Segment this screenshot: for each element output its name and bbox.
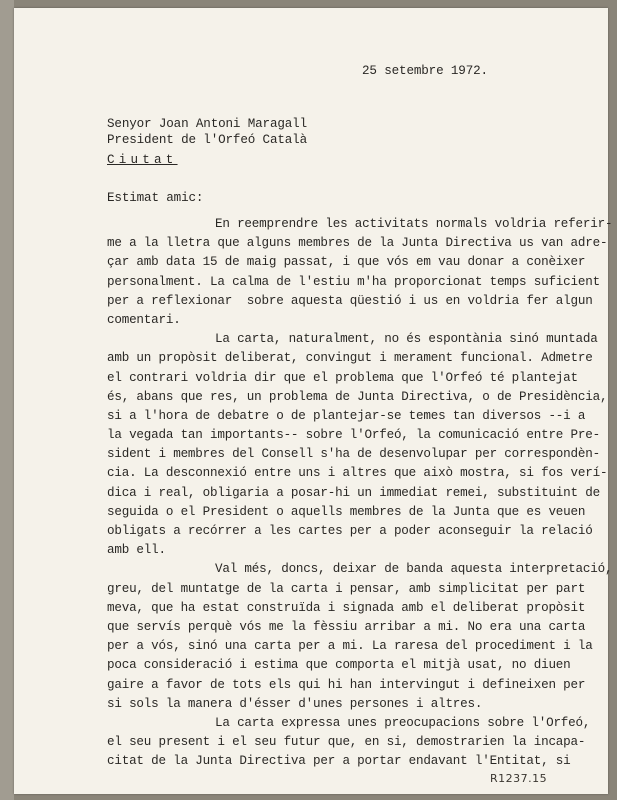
text-line: és, abans que res, un problema de Junta Directiva, o de Presidència,: [107, 389, 608, 404]
text-line: me a la lletra que alguns membres de la Junta Directiva us van adre-: [107, 236, 608, 251]
text-line: cia. La desconnexió entre uns i altres que això mostra, si fos verí-: [107, 466, 608, 481]
letter-page: [14, 8, 613, 794]
text-line: En reemprendre les activitats normals voldria referir-: [215, 217, 613, 231]
text-line: la vegada tan importants-- sobre l'Orfeó, la comunicació entre Pre-: [107, 428, 600, 443]
text-line: personalment. La calma de l'estiu m'ha proporcionat temps suficient: [107, 274, 600, 289]
archive-reference-mark: R1237.15: [490, 772, 548, 785]
text-line: Val més, doncs, deixar de banda aquesta interpretació,: [215, 562, 613, 577]
text-line: dica i real, obligaria a posar-hi un immediat remei, substituint de: [107, 485, 600, 500]
text-line: La carta expressa unes preocupacions sobre l'Orfeó,: [215, 715, 591, 730]
scanner-background: [0, 0, 14, 800]
recipient-name: Senyor Joan Antoni Maragall: [107, 117, 308, 131]
text-line: amb un propòsit deliberat, convingut i merament funcional. Admetre: [107, 351, 593, 366]
text-line: çar amb data 15 de maig passat, i que vós em vau donar a conèixer: [107, 255, 586, 270]
paragraph-2: [107, 330, 608, 560]
text-line: el contrari voldria dir que el problema que l'Orfeó té plantejat: [107, 370, 578, 385]
letter-date: 25 setembre 1972.: [362, 64, 488, 78]
text-line: La carta, naturalment, no és espontània sinó muntada: [215, 332, 598, 347]
text-line: amb ell.: [107, 543, 166, 558]
text-line: per a vós, sinó una carta per a mi. La raresa del procediment i la: [107, 639, 593, 654]
paragraph-3: [107, 560, 613, 714]
text-line: seguida o el President o aquells membres de la Junta que es veuen: [107, 504, 586, 519]
text-line: citat de la Junta Directiva per a portar endavant l'Entitat, si: [107, 754, 571, 769]
recipient-title: President de l'Orfeó Català: [107, 133, 308, 147]
text-line: obligats a recórrer a les cartes per a poder aconseguir la relació: [107, 524, 593, 538]
text-line: comentari.: [107, 312, 181, 327]
text-line: que servís perquè vós me la fèssiu arribar a mi. No era una carta: [107, 619, 586, 634]
text-line: si sols la manera d'ésser d'unes persones i altres.: [107, 696, 483, 711]
paragraph-4: [107, 714, 591, 772]
text-line: el seu present i el seu futur que, en si, demostrarien la incapa-: [107, 735, 586, 750]
text-line: gaire a favor de tots els qui hi han intervingut i defineixen per: [107, 677, 586, 692]
recipient-city: Ciutat: [107, 153, 178, 167]
text-line: greu, del muntatge de la carta i pensar, amb simplicitat per part: [107, 581, 586, 596]
letter-body: [107, 215, 613, 771]
paragraph-1: [107, 215, 613, 330]
text-line: si a l'hora de debatre o de plantejar-se temes tan diversos --i a: [107, 408, 586, 423]
text-line: per a reflexionar sobre aquesta qüestió i us en voldria fer algun: [107, 293, 593, 308]
text-line: meva, que ha estat construïda i signada amb el deliberat propòsit: [107, 600, 586, 615]
letter-greeting: Estimat amic:: [107, 191, 204, 205]
text-line: poca consideració i estima que comporta el mitjà usat, no diuen: [107, 658, 571, 673]
text-line: sident i membres del Consell s'ha de desenvolupar per correspondèn-: [107, 447, 600, 462]
